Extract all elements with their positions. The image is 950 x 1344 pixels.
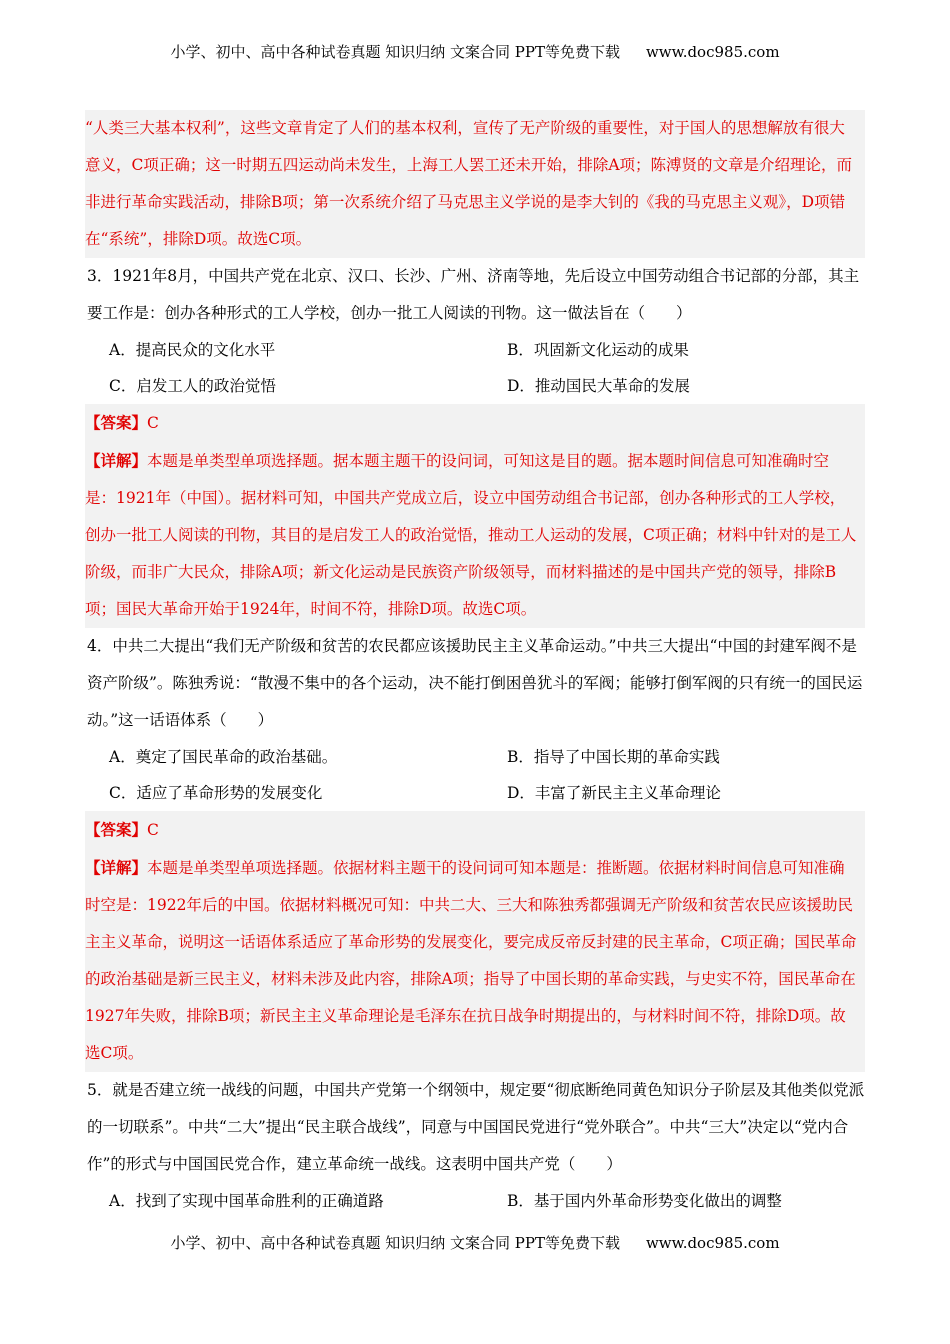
question-5-stem: 5．就是否建立统一战线的问题，中国共产党第一个纲领中，规定要“彻底断绝同黄色知识分子阶层及其他类似党派的一切联系”。中共“二大”提出“民主联合战线”，同意与中国国民党进行“党外联合”。中共“三大”决定以“党内合作”的形式与中国国民党合作，建立革命统一战线。这表明中国共产党（ ） <box>87 1081 865 1173</box>
question-5-options-row-1 <box>87 1183 865 1219</box>
question-4-option-a[interactable]: A．奠定了国民革命的政治基础。 <box>109 748 338 766</box>
question-4-answer: C <box>147 821 159 839</box>
question-3-option-c[interactable]: C．启发工人的政治觉悟 <box>109 377 276 395</box>
question-4-option-c[interactable]: C．适应了革命形势的发展变化 <box>109 784 323 802</box>
question-4-options-row-1 <box>87 739 865 775</box>
question-5-option-a[interactable]: A．找到了实现中国革命胜利的正确道路 <box>109 1192 384 1210</box>
question-3-answer-tag: 【答案】 <box>85 413 148 432</box>
question-4-option-b[interactable]: B．指导了中国长期的革命实践 <box>507 748 720 766</box>
question-4-option-d[interactable]: D．丰富了新民主主义革命理论 <box>507 784 721 802</box>
page-footer <box>0 1232 950 1253</box>
question-4-detail: 本题是单类型单项选择题。依据材料主题干的设问词可知本题是：推断题。依据材料时间信息可知准确时空是：1922年后的中国。依据材料概况可知：中共二大、三大和陈独秀都强调无产阶级和贫苦农民应该援助民主主义革命，说明这一话语体系适应了革命形势的发展变化，要完成反帝反封建的民主革命，C项正确；国民革命的政治基础是新三民主义，材料未涉及此内容，排除A项；指导了中国长期的革命实践，与史实不符，国民革命在1927年失败，排除B项；新民主主义革命理论是毛泽东在抗日战争时期提出的，与材料时间不符，排除D项。故选C项。 <box>85 859 857 1062</box>
question-4-stem: 4．中共二大提出“我们无产阶级和贫苦的农民都应该援助民主主义革命运动。”中共三大提出“中国的封建军阀不是资产阶级”。陈独秀说：“散漫不集中的各个运动，决不能打倒困兽犹斗的军阀；能够打倒军阀的只有统一的国民运动。”这一话语体系（ ） <box>87 637 863 729</box>
question-3-options-row-1 <box>87 332 865 368</box>
question-4-answer-tag: 【答案】 <box>85 820 148 839</box>
page-header <box>0 41 950 62</box>
footer-url[interactable]: www.doc985.com <box>645 1234 780 1252</box>
question-3-detail: 本题是单类型单项选择题。据本题主题干的设问词，可知这是目的题。据本题时间信息可知准确时空是：1921年（中国）。据材料可知，中国共产党成立后，设立中国劳动组合书记部，创办各种形式的工人学校，创办一批工人阅读的刊物，其目的是启发工人的政治觉悟，推动工人运动的发展，C项正确；材料中针对的是工人阶级，而非广大民众，排除A项；新文化运动是民族资产阶级领导，而材料描述的是中国共产党的领导，排除B项；国民大革命开始于1924年，时间不符，排除D项。故选C项。 <box>85 452 857 618</box>
question-3-answer-block <box>85 404 865 628</box>
question-3-stem: 3．1921年8月，中国共产党在北京、汉口、长沙、广州、济南等地，先后设立中国劳动组合书记部的分部，其主要工作是：创办各种形式的工人学校，创办一批工人阅读的刊物。这一做法旨在（ ） <box>87 267 860 322</box>
question-3-option-b[interactable]: B．巩固新文化运动的成果 <box>507 341 689 359</box>
question-5-option-b[interactable]: B．基于国内外革命形势变化做出的调整 <box>507 1192 782 1210</box>
footer-text: 小学、初中、高中各种试卷真题 知识归纳 文案合同 PPT等免费下载 <box>170 1234 620 1252</box>
question-4-answer-block <box>85 811 865 1072</box>
question-3-options-row-2 <box>87 368 865 404</box>
document-body <box>87 110 865 1219</box>
question-4-detail-tag: 【详解】 <box>85 858 148 877</box>
question-3-option-d[interactable]: D．推动国民大革命的发展 <box>507 377 690 395</box>
prev-explanation: “人类三大基本权利”，这些文章肯定了人们的基本权利，宣传了无产阶级的重要性，对于国人的思想解放有很大意义，C项正确；这一时期五四运动尚未发生，上海工人罢工还未开始，排除A项；陈溥贤的文章是介绍理论，而非进行革命实践活动，排除B项；第一次系统介绍了马克思主义学说的是李大钊的《我的马克思主义观》，D项错在“系统”，排除D项。故选C项。 <box>85 110 865 258</box>
question-3-option-a[interactable]: A．提高民众的文化水平 <box>109 341 276 359</box>
question-3-answer: C <box>147 414 159 432</box>
header-url[interactable]: www.doc985.com <box>645 43 780 61</box>
question-4-options-row-2 <box>87 775 865 811</box>
header-text: 小学、初中、高中各种试卷真题 知识归纳 文案合同 PPT等免费下载 <box>170 43 620 61</box>
question-3-detail-tag: 【详解】 <box>85 451 148 470</box>
